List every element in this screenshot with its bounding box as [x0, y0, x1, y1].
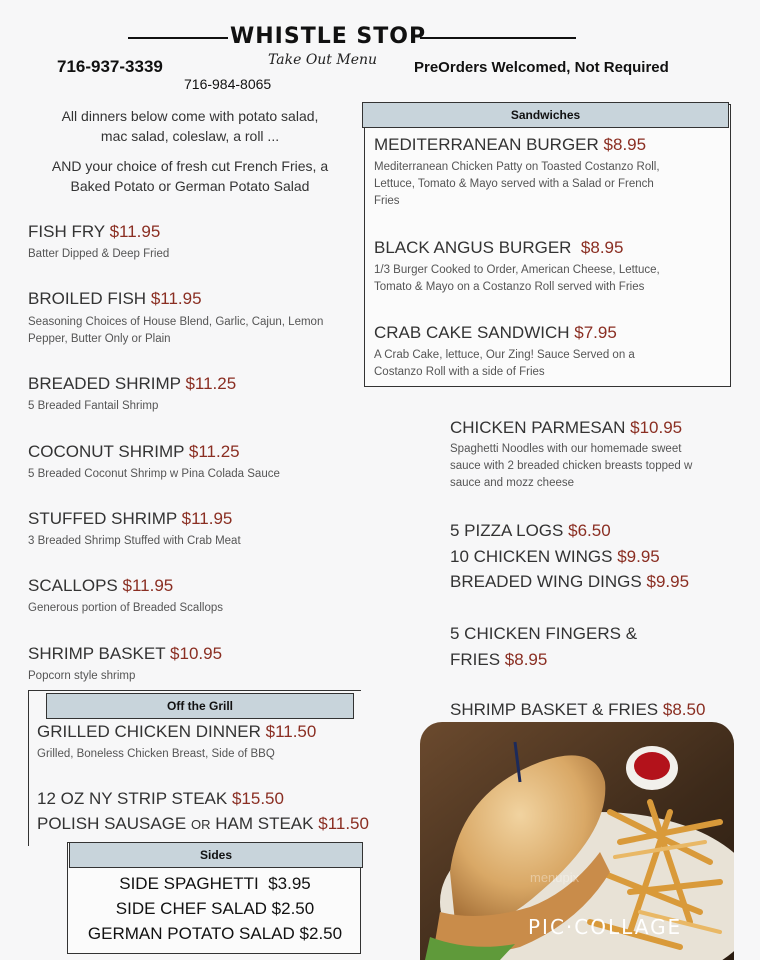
wing-dings-item	[450, 572, 689, 592]
pic-collage-watermark: PIC·COLLAGE	[528, 915, 683, 939]
chicken-fingers-item	[450, 624, 637, 670]
intro-line-2: mac salad, coleslaw, a roll ...	[100, 128, 280, 144]
intro-line-4: Baked Potato or German Potato Salad	[70, 178, 310, 194]
item-name: 12 OZ NY STRIP STEAK	[37, 789, 228, 808]
item-desc: sauce with 2 breaded chicken breasts topped w	[450, 460, 693, 472]
item-name: CRAB CAKE SANDWICH	[374, 323, 570, 342]
sausage-ham-item	[37, 814, 369, 834]
item-price: $7.95	[574, 323, 617, 342]
sandwiches-heading: Sandwiches	[362, 102, 729, 128]
dinner-item	[28, 442, 280, 483]
item-name: GRILLED CHICKEN DINNER	[37, 722, 261, 741]
item-name: BREADED SHRIMP	[28, 374, 181, 393]
item-price: $11.95	[150, 289, 202, 308]
item-desc: Mediterranean Chicken Patty on Toasted Costanzo Roll,	[374, 161, 660, 173]
item-price: $3.95	[268, 874, 311, 893]
item-name-or: OR	[191, 817, 211, 832]
sandwich-item	[374, 135, 660, 210]
strip-steak-item	[37, 789, 284, 809]
item-desc: 1/3 Burger Cooked to Order, American Cheese, Lettuce,	[374, 264, 660, 276]
header-rule-right	[420, 37, 576, 39]
item-name: GERMAN POTATO SALAD	[87, 924, 295, 943]
dinner-item	[28, 374, 236, 415]
side-item	[69, 924, 361, 944]
item-name: BROILED FISH	[28, 289, 147, 308]
item-name: FRIES	[450, 650, 501, 669]
sandwich-photo-illustration	[420, 722, 734, 960]
item-name: SHRIMP BASKET	[28, 644, 166, 663]
item-price: $6.50	[568, 521, 611, 540]
item-name: MEDITERRANEAN BURGER	[374, 135, 599, 154]
item-desc: Seasoning Choices of House Blend, Garlic, Cajun, Lemon	[28, 316, 324, 328]
dinner-item	[28, 576, 223, 617]
item-desc: 5 Breaded Fantail Shrimp	[28, 400, 159, 412]
item-desc: Pepper, Butter Only or Plain	[28, 333, 171, 345]
item-name: HAM STEAK	[215, 814, 314, 833]
item-name: COCONUT SHRIMP	[28, 442, 185, 461]
item-price: $8.95	[580, 238, 624, 257]
item-price: $10.95	[170, 644, 223, 663]
item-price: $9.95	[617, 547, 660, 566]
ketchup	[634, 752, 670, 780]
dinner-item	[28, 289, 323, 348]
restaurant-title: WHISTLE STOP	[230, 24, 427, 49]
item-name: 5 PIZZA LOGS	[450, 521, 564, 540]
preorders-note: PreOrders Welcomed, Not Required	[414, 59, 669, 76]
intro-text	[30, 106, 350, 196]
chicken-wings-item	[450, 547, 660, 567]
item-name: POLISH SAUSAGE	[37, 814, 187, 833]
intro-line-1: All dinners below come with potato salad,	[61, 108, 319, 124]
item-desc: Batter Dipped & Deep Fried	[28, 248, 170, 260]
item-name: STUFFED SHRIMP	[28, 509, 177, 528]
side-item	[69, 874, 361, 894]
item-name: 10 CHICKEN WINGS	[450, 547, 613, 566]
sandwich-item	[374, 238, 660, 296]
item-name: SCALLOPS	[28, 576, 118, 595]
item-price: $15.50	[231, 789, 284, 808]
phone-primary: 716-937-3339	[57, 57, 163, 76]
phone-secondary: 716-984-8065	[184, 76, 272, 92]
item-name: SIDE CHEF SALAD	[115, 899, 267, 918]
item-desc: 5 Breaded Coconut Shrimp w Pina Colada Sauce	[28, 468, 280, 480]
item-desc: Popcorn style shrimp	[28, 670, 136, 682]
item-desc: Tomato & Mayo on a Costanzo Roll served with Fries	[374, 281, 645, 293]
item-desc: Fries	[374, 195, 400, 207]
item-price: $11.25	[185, 374, 237, 393]
item-name: BLACK ANGUS BURGER	[374, 238, 572, 257]
photo-faint-mark: menupix	[530, 870, 580, 885]
item-price: $11.50	[265, 722, 317, 741]
item-desc: Generous portion of Breaded Scallops	[28, 602, 223, 614]
item-price: $8.95	[603, 135, 647, 154]
pizza-logs-item	[450, 521, 611, 541]
item-price: $11.95	[109, 222, 161, 241]
item-name: CHICKEN PARMESAN	[450, 418, 626, 437]
dinner-item	[28, 644, 222, 685]
item-name: 5 CHICKEN FINGERS &	[450, 624, 638, 643]
item-desc: Lettuce, Tomato & Mayo served with a Salad or French	[374, 178, 654, 190]
item-price: $9.95	[646, 572, 690, 591]
item-price: $11.95	[122, 576, 174, 595]
menu-subtitle: Take Out Menu	[268, 52, 378, 68]
intro-line-3: AND your choice of fresh cut French Fries, a	[51, 158, 329, 174]
item-name: FISH FRY	[28, 222, 105, 241]
item-price: $10.95	[630, 418, 683, 437]
item-desc: 3 Breaded Shrimp Stuffed with Crab Meat	[28, 535, 241, 547]
item-price: $8.50	[662, 700, 706, 719]
item-price: $2.50	[271, 899, 315, 918]
chicken-parmesan-item	[450, 418, 692, 492]
item-desc: sauce and mozz cheese	[450, 477, 575, 489]
item-price: $2.50	[299, 924, 343, 943]
item-desc: Grilled, Boneless Chicken Breast, Side of BBQ	[37, 748, 275, 760]
item-name: SIDE SPAGHETTI	[119, 874, 259, 893]
item-desc: Costanzo Roll with a side of Fries	[374, 366, 545, 378]
dinner-item	[28, 509, 241, 550]
item-price: $8.95	[504, 650, 548, 669]
sandwich-item	[374, 323, 635, 381]
item-price: $11.50	[318, 814, 369, 833]
item-desc: Spaghetti Noodles with our homemade sweet	[450, 443, 682, 455]
dinner-item	[28, 222, 169, 263]
shrimp-basket-fries-item	[450, 700, 705, 720]
side-item	[69, 899, 361, 919]
item-name: SHRIMP BASKET & FRIES	[450, 700, 659, 719]
header-rule-left	[128, 37, 228, 39]
item-name: BREADED WING DINGS	[450, 572, 642, 591]
grilled-chicken-item	[37, 722, 316, 763]
sides-heading: Sides	[69, 842, 363, 868]
item-price: $11.25	[188, 442, 240, 461]
grill-heading: Off the Grill	[46, 693, 354, 719]
sandwich-photo	[420, 722, 734, 960]
item-price: $11.95	[181, 509, 233, 528]
item-desc: A Crab Cake, lettuce, Our Zing! Sauce Served on a	[374, 349, 635, 361]
